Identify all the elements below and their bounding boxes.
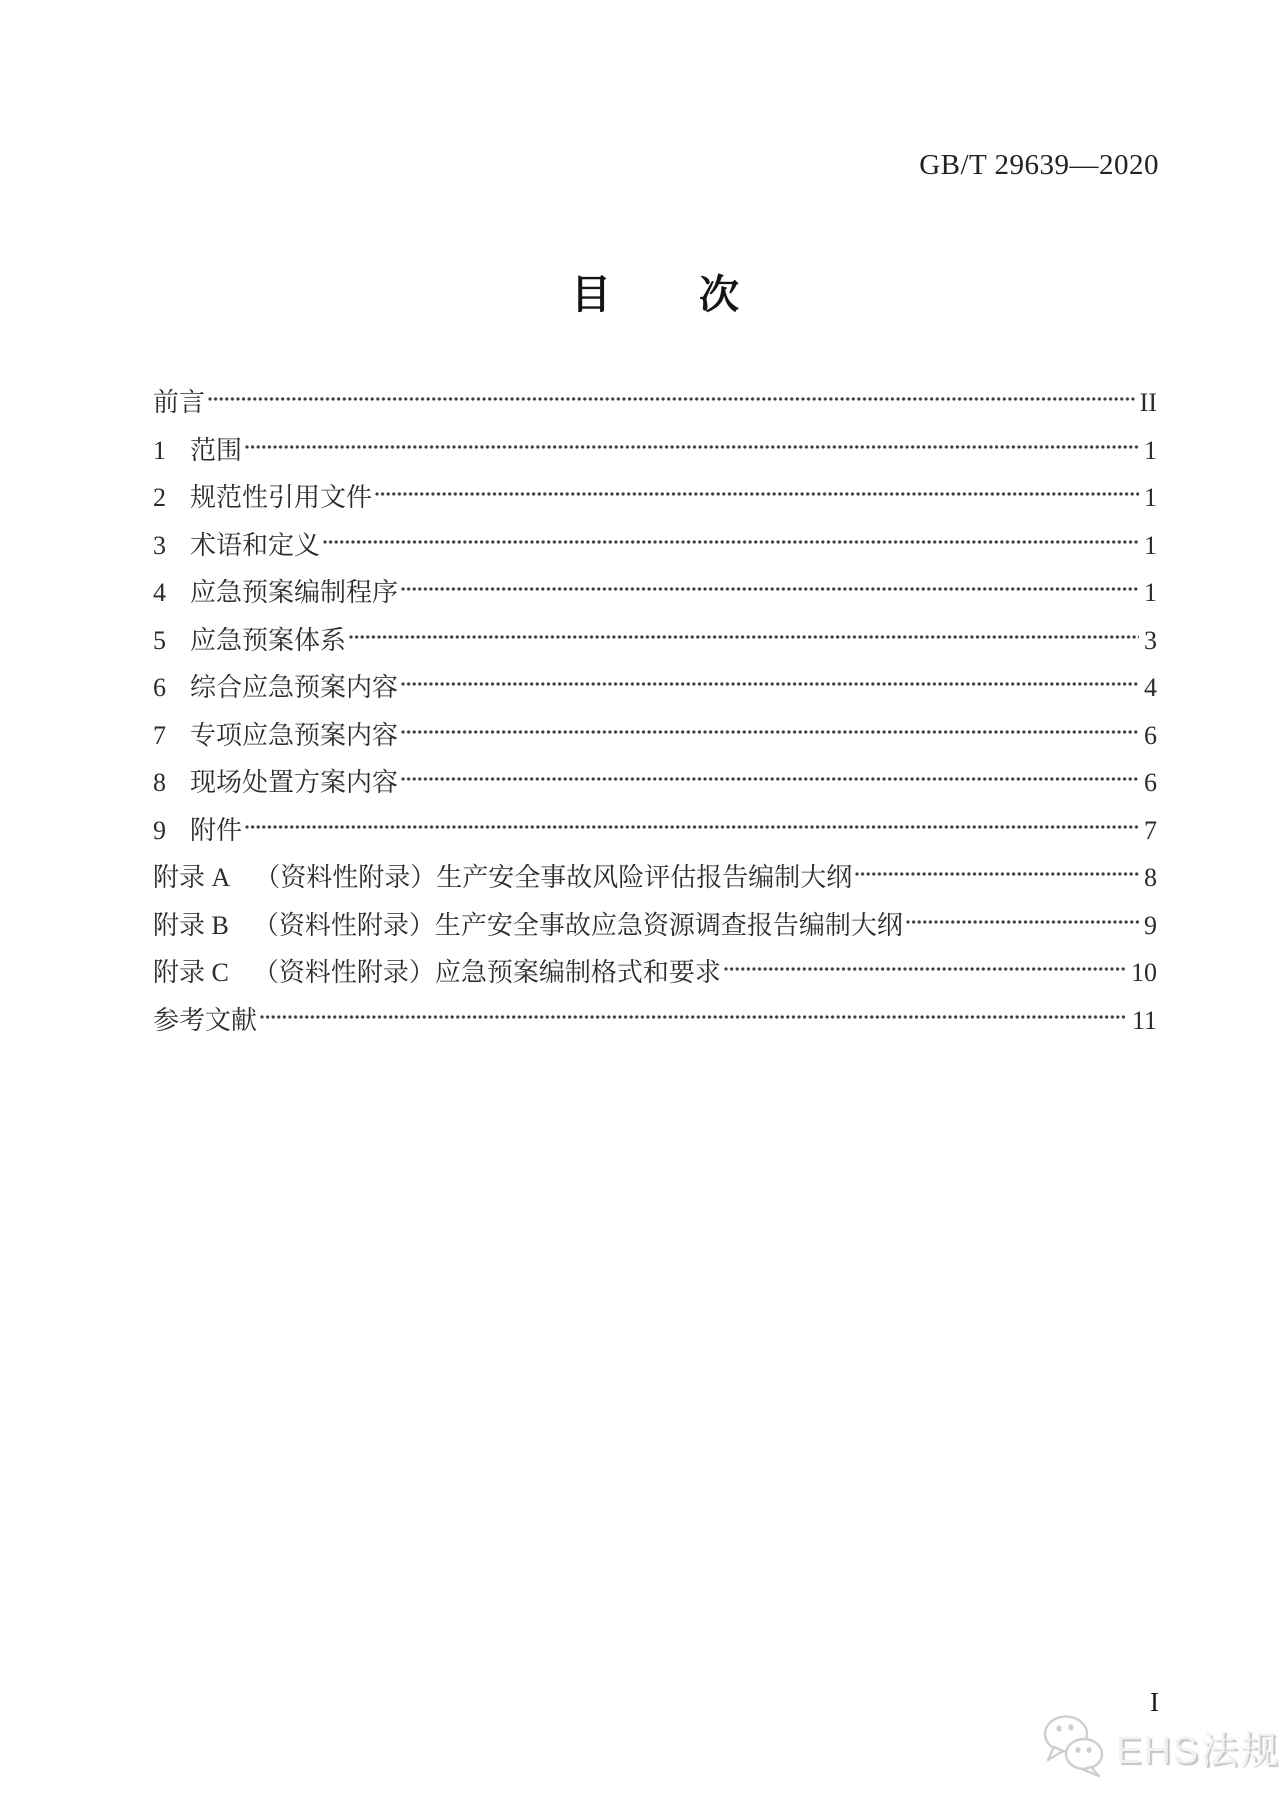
toc-entry-page-number: 10 [1131, 958, 1157, 987]
toc-row [153, 902, 1157, 950]
toc-row [153, 759, 1157, 807]
toc-list [153, 379, 1157, 1044]
footer-page-number: I [1150, 1687, 1159, 1717]
toc-row [153, 664, 1157, 712]
toc-entry-page-number: 8 [1144, 863, 1157, 892]
toc-entry-number: 附录 A [153, 863, 231, 892]
toc-entry-number: 4 [153, 578, 166, 607]
toc-entry-title[interactable]: 应急预案编制程序 [190, 578, 399, 607]
toc-row [153, 474, 1157, 522]
toc-entry-page-number: 1 [1144, 578, 1157, 607]
toc-entry-number: 附录 B [153, 910, 229, 940]
toc-entry-page-number: II [1139, 388, 1157, 417]
toc-row [153, 807, 1157, 855]
watermark [1042, 1714, 1280, 1778]
toc-entry-number: 3 [153, 530, 166, 560]
toc-entry-page-number: 1 [1144, 435, 1157, 465]
toc-entry-title[interactable]: 范围 [190, 435, 243, 465]
toc-row [153, 617, 1157, 665]
toc-entry-page-number: 4 [1144, 673, 1157, 702]
toc-entry-title[interactable]: 应急预案体系 [190, 625, 347, 655]
toc-entry-page-number: 3 [1144, 625, 1157, 655]
toc-row [153, 569, 1157, 617]
toc-entry-title[interactable]: 附件 [190, 815, 243, 845]
toc-entry-page-number: 1 [1144, 530, 1157, 560]
toc-entry-title[interactable]: （资料性附录）生产安全事故风险评估报告编制大纲 [254, 863, 853, 892]
toc-entry-title[interactable]: 规范性引用文件 [190, 483, 373, 512]
toc-entry-title[interactable]: 综合应急预案内容 [190, 673, 399, 702]
toc-entry-page-number: 11 [1131, 1005, 1157, 1035]
toc-entry-number: 9 [153, 815, 166, 845]
toc-row [153, 997, 1157, 1045]
page-title [153, 272, 1157, 318]
toc-entry-number: 6 [153, 673, 166, 702]
wechat-chat-bubbles-icon [1042, 1714, 1108, 1778]
toc-entry-number: 5 [153, 625, 166, 655]
toc-entry-page-number: 9 [1144, 910, 1157, 940]
toc-entry-page-number: 7 [1144, 815, 1157, 845]
toc-entry-title[interactable]: 参考文献 [153, 1005, 258, 1035]
standard-number: GB/T 29639—2020 [919, 149, 1159, 181]
toc-row [153, 427, 1157, 475]
toc-row [153, 379, 1157, 427]
toc-row [153, 949, 1157, 997]
toc-entry-title[interactable]: 现场处置方案内容 [190, 768, 399, 797]
toc-entry-page-number: 6 [1144, 720, 1157, 750]
toc-entry-page-number: 1 [1144, 483, 1157, 512]
toc-entry-title[interactable]: 专项应急预案内容 [190, 720, 399, 750]
page-title-char-right: 次 [699, 273, 739, 317]
toc-row [153, 854, 1157, 902]
watermark-text: EHS法规 [1116, 1729, 1280, 1772]
toc-entry-number: 附录 C [153, 958, 229, 987]
toc-entry-title[interactable]: （资料性附录）应急预案编制格式和要求 [252, 958, 721, 987]
toc-entry-title[interactable]: 术语和定义 [190, 530, 321, 560]
toc-entry-number: 7 [153, 720, 166, 750]
toc-entry-number: 1 [153, 435, 166, 465]
toc-entry-page-number: 6 [1144, 768, 1157, 797]
toc-entry-title[interactable]: 前言 [153, 388, 206, 417]
toc-entry-number: 8 [153, 768, 166, 797]
toc-row [153, 712, 1157, 760]
toc-entry-number: 2 [153, 483, 166, 512]
toc-entry-title[interactable]: （资料性附录）生产安全事故应急资源调查报告编制大纲 [252, 910, 903, 940]
page-title-char-left: 目 [571, 273, 611, 317]
toc-row [153, 522, 1157, 570]
